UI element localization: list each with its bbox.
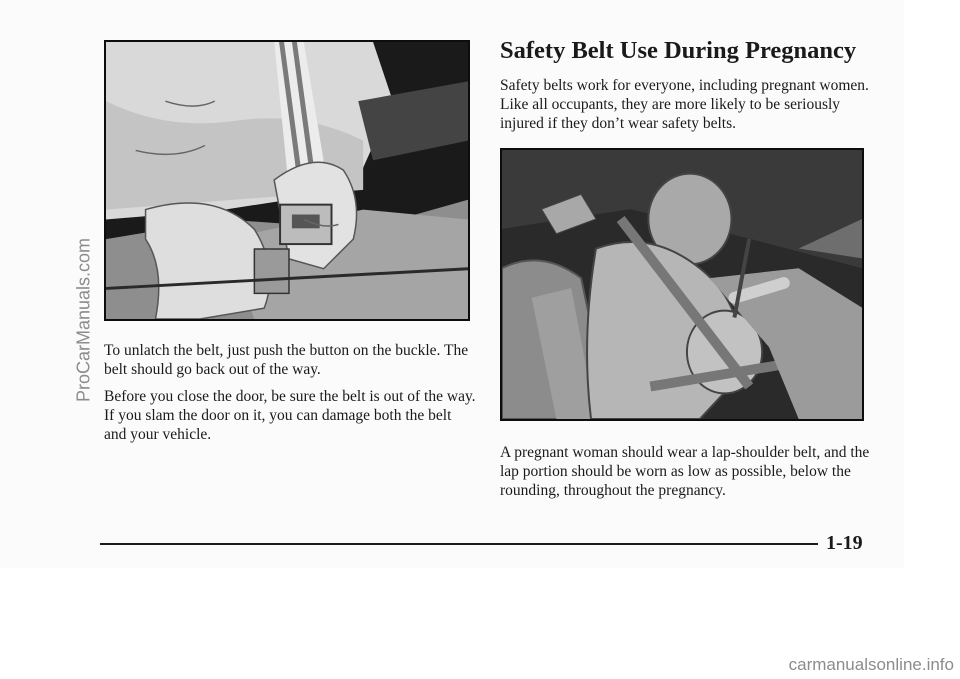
intro-paragraph: Safety belts work for everyone, including pregnant women. Like all occupants, they are more likely to be seriously injured if they don’t wear safety belts.: [500, 77, 869, 132]
right-column: [500, 36, 872, 508]
section-heading: Safety Belt Use During Pregnancy: [500, 37, 857, 64]
door-warning-paragraph: Before you close the door, be sure the belt is out of the way. If you slam the door on it, you can damage both the belt and your vehicle.: [104, 388, 476, 443]
unlatch-buckle-drawing: [106, 42, 468, 319]
footer-rule: [100, 543, 818, 545]
unlatch-paragraph: To unlatch the belt, just push the button on the buckle. The belt should go back out of the way.: [104, 342, 469, 378]
left-column: [104, 40, 476, 452]
pregnant-occupant-drawing: [502, 150, 862, 419]
pregnant-occupant-illustration: [500, 148, 864, 421]
unlatch-buckle-illustration: [104, 40, 470, 321]
page-number: 1-19: [826, 532, 863, 554]
side-watermark: ProCarManuals.com: [73, 237, 94, 403]
pregnancy-caption: A pregnant woman should wear a lap-shoulder belt, and the lap portion should be worn as low as possible, below the rounding, throughout the pregnancy.: [500, 444, 870, 499]
bottom-watermark: carmanualsonline.info: [788, 655, 954, 674]
